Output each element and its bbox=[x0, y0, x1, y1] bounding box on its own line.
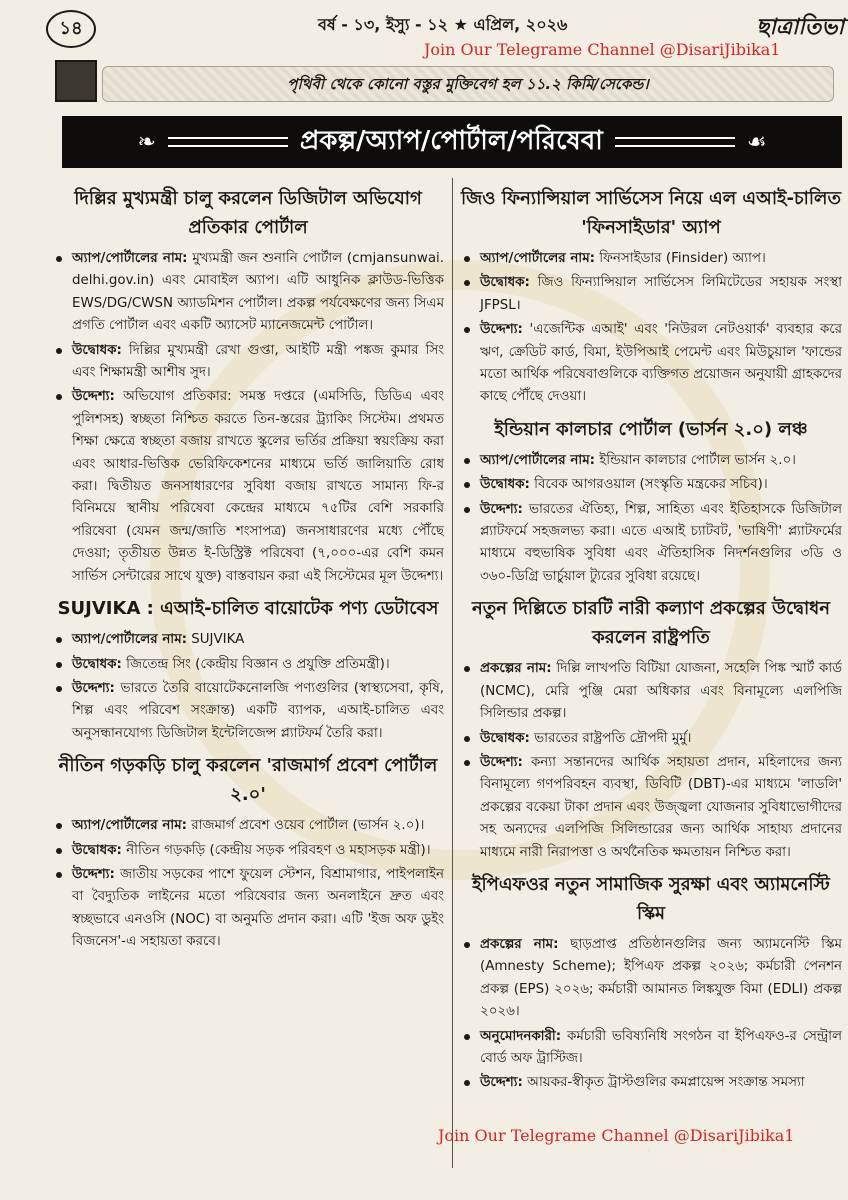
list-item: উদ্বোধক: ভারতের রাষ্ট্রপতি দ্রৌপদী মুর্মু। bbox=[460, 728, 842, 750]
list-item: অ্যাপ/পোর্টালের নাম: মুখ্যমন্ত্রী জন শুনানি পোর্টাল (cmjansunwai. delhi.gov.in) এবং মোবাইল অ্যাপ। এটি আধুনিক ক্লাউড-ভিত্তিক EWS/DG/CWSN অ্যাডমিশন পোর্টাল। প্রকল্প পর্যবেক্ষণের জন্য সিএম প্রগতি পোর্টাল এবং একটি অ্যাসেট ম্যানেজমেন্ট পোর্টাল। bbox=[52, 248, 444, 338]
list-item: উদ্বোধক: জিতেন্দ্র সিং (কেন্দ্রীয় বিজ্ঞান ও প্রযুক্তি প্রতিমন্ত্রী)। bbox=[52, 654, 444, 676]
article-finsider bbox=[460, 184, 842, 409]
banner-title: প্রকল্প/অ্যাপ/পোর্টাল/পরিষেবা bbox=[299, 126, 603, 156]
section-banner bbox=[62, 116, 842, 168]
article-culture-portal bbox=[460, 415, 842, 588]
article-heading: নতুন দিল্লিতে চারটি নারী কল্যাণ প্রকল্পের উদ্বোধন করলেন রাষ্ট্রপতি bbox=[471, 598, 831, 649]
list-item: অনুমোদনকারী: কর্মচারী ভবিষ্যনিধি সংগঠন বা ইপিএফও-র সেন্ট্রাল বোর্ড অফ ট্রাস্টিজ। bbox=[460, 1026, 842, 1071]
list-item: প্রকল্পের নাম: দিল্লি লাখপতি বিটিয়া যোজনা, সহেলি পিঙ্ক স্মার্ট কার্ড (NCMC), মেরি পুঞ্জি মেরা অধিকার এবং বিনামূল্যে এলপিজি সিলিন্ডার প্রকল্প। bbox=[460, 658, 842, 725]
list-item: উদ্দেশ্য: অভিযোগ প্রতিকার: সমস্ত দপ্তরে (এমসিডি, ডিডিএ এবং পুলিশসহ) স্বচ্ছতা নিশ্চিত করতে তিন-স্তরের ট্র্যাকিং সিস্টেম। প্রথমত শিক্ষা ক্ষেত্রে স্বচ্ছতা বজায় রাখতে স্কুলের ভর্তির প্রক্রিয়া স্বয়ংক্রিয় করা এবং আধার-ভিত্তিক ভেরিফিকেশনের মাধ্যমে ভর্তি জালিয়াতি রোধ করা। দ্বিতীয়ত জনসাধারণের সুবিধা বজায় রাখতে সামান্য ফি-র বিনিময়ে স্থানীয় পরিষেবা কেন্দ্রের মাধ্যমে ৭৫টির বেশি সরকারি পরিষেবা (যেমন জন্ম/জাতি শংসাপত্র) জনসাধারণের মধ্যে পৌঁছে দেওয়া; তৃতীয়ত উন্নত ই-ডিস্ট্রিক্ট পরিষেবা (৭,০০০-এর বেশি কমন সার্ভিস সেন্টারের সাথে যুক্ত) বাস্তবায়ন করা এই সিস্টেমের মূল উদ্দেশ্য। bbox=[52, 386, 444, 588]
list-item: উদ্বোধক: নীতিন গড়কড়ি (কেন্দ্রীয় সড়ক পরিবহণ ও মহাসড়ক মন্ত্রী)। bbox=[52, 840, 444, 862]
list-item: উদ্দেশ্য: ভারতে তৈরি বায়োটেকনোলজি পণ্যগুলির (স্বাস্থ্যসেবা, কৃষি, শিল্প এবং পরিবেশ সংক্রান্ত) একটি ব্যাপক, এআই-চালিত এবং অনুসন্ধানযোগ্য ডিজিটাল ইন্টেলিজেন্স প্ল্যাটফর্ম তৈরি করা। bbox=[52, 678, 444, 745]
list-item: উদ্বোধক: জিও ফিন্যান্সিয়াল সার্ভিসেস লিমিটেডের সহায়ক সংস্থা JFPSL। bbox=[460, 272, 842, 317]
issue-line: বর্ষ - ১৩, ইস্যু - ১২ ★ এপ্রিল, ২০২৬ bbox=[318, 15, 568, 34]
rule-left bbox=[168, 137, 288, 147]
telegram-link-top[interactable]: Join Our Telegrame Channel @DisariJibika1 bbox=[424, 40, 781, 59]
list-item: উদ্দেশ্য: ভারতের ঐতিহ্য, শিল্প, সাহিত্য এবং ইতিহাসকে ডিজিটাল প্ল্যাটফর্মে সহজলভ্য করা। এতে এআই চ্যাটবট, 'ভাষিণী' প্ল্যাটফর্মের মাধ্যমে বহুভাষিক সুবিধা এবং ঐতিহাসিক নিদর্শনগুলির ৩ডি ও ৩৬০-ডিগ্রি ভার্চুয়াল ট্যুরের সুবিধা রয়েছে। bbox=[460, 499, 842, 589]
article-epfo bbox=[460, 870, 842, 1095]
left-column bbox=[52, 178, 444, 1170]
list-item: প্রকল্পের নাম: ছাড়প্রাপ্ত প্রতিষ্ঠানগুলির জন্য অ্যামনেস্টি স্কিম (Amnesty Scheme); ইপিএফ প্রকল্প ২০২৬; কর্মচারী পেনশন প্রকল্প (EPS) ২০২৬; কর্মচারী আমানত লিঙ্কযুক্ত বিমা (EDLI) প্রকল্প ২০২৬। bbox=[460, 934, 842, 1024]
telegram-link-bottom[interactable]: Join Our Telegrame Channel @DisariJibika1 bbox=[438, 1126, 795, 1145]
article-heading: জিও ফিন্যান্সিয়াল সার্ভিসেস নিয়ে এল এআই-চালিত 'ফিনসাইডার' অ্যাপ bbox=[461, 188, 841, 238]
list-item: উদ্দেশ্য: 'এজেন্টিক এআই' এবং 'নিউরল নেটওয়ার্ক' ব্যবহার করে ঋণ, ক্রেডিট কার্ড, বিমা, ইউপিআই পেমেন্ট এবং মিউচুয়াল 'ফান্ডের মতো আর্থিক পরিষেবাগুলিকে ব্যক্তিগত প্রয়োজন অনুযায়ী গ্রাহকদের কাছে পৌঁছে দেওয়া। bbox=[460, 319, 842, 409]
list-item: অ্যাপ/পোর্টালের নাম: ফিনসাইডার (Finsider) অ্যাপ। bbox=[460, 248, 842, 270]
article-heading: ইপিএফওর নতুন সামাজিক সুরক্ষা এবং অ্যামনেস্টি স্কিম bbox=[472, 873, 830, 924]
article-rajmarg bbox=[52, 751, 444, 953]
article-women-schemes bbox=[460, 594, 842, 864]
fact-box: পৃথিবী থেকে কোনো বস্তুর মুক্তিবেগ হল ১১.২ কিমি/সেকেন্ড। bbox=[102, 66, 834, 102]
brand-logo: ছাত্রাতিভা bbox=[756, 15, 844, 40]
list-item: অ্যাপ/পোর্টালের নাম: রাজমার্গ প্রবেশ ওয়েব পোর্টাল (ভার্সন ২.০)। bbox=[52, 815, 444, 837]
ornament-left: ❧ bbox=[137, 129, 156, 155]
list-item: উদ্দেশ্য: কন্যা সন্তানদের আর্থিক সহায়তা প্রদান, মহিলাদের জন্য বিনামূল্যে গণপরিবহন ব্যবস্থা, ডিবিটি (DBT)-এর মাধ্যমে 'লাডলি' প্রকল্পের বকেয়া টাকা প্রদান এবং উজ্জ্বলা যোজনার সুবিধাভোগীদের সহ অন্যদের এলপিজি সিলিন্ডারের জন্য আর্থিক সাহায্য প্রদানের মাধ্যমে নারী নিরাপত্তা ও অর্থনৈতিক ক্ষমতায়ন নিশ্চিত করা। bbox=[460, 752, 842, 864]
right-column bbox=[460, 178, 842, 1170]
rule-right bbox=[615, 137, 735, 147]
list-item: উদ্বোধক: বিবেক আগরওয়াল (সংস্কৃতি মন্ত্রকের সচিব)। bbox=[460, 474, 842, 496]
page-number: ১৪ bbox=[46, 10, 96, 48]
article-sujvika bbox=[52, 594, 444, 745]
list-item: উদ্দেশ্য: জাতীয় সড়কের পাশে ফুয়েল স্টেশন, বিশ্রামাগার, পাইপলাইন বা বৈদ্যুতিক লাইনের মতো পরিষেবার জন্য অনলাইনে দ্রুত এবং স্বচ্ছভাবে এনওসি (NOC) বা অনুমতি প্রদান করা। এটি 'ইজ অফ ডুইং বিজনেস'-এ সহায়তা করবে। bbox=[52, 864, 444, 954]
ornament-right: ☙ bbox=[746, 129, 767, 155]
article-heading: দিল্লির মুখ্যমন্ত্রী চালু করলেন ডিজিটাল অভিযোগ প্রতিকার পোর্টাল bbox=[74, 188, 422, 238]
list-item: অ্যাপ/পোর্টালের নাম: ইন্ডিয়ান কালচার পোর্টাল ভার্সন ২.০। bbox=[460, 450, 842, 472]
column-divider bbox=[452, 178, 453, 1168]
list-item: অ্যাপ/পোর্টালের নাম: SUJVIKA bbox=[52, 629, 444, 651]
article-heading: SUJVIKA : এআই-চালিত বায়োটেক পণ্য ডেটাবেস bbox=[57, 598, 439, 620]
list-item: উদ্বোধক: দিল্লির মুখ্যমন্ত্রী রেখা গুপ্তা, আইটি মন্ত্রী পঙ্কজ কুমার সিং এবং শিক্ষামন্ত্রী আশীষ সুদ। bbox=[52, 340, 444, 385]
article-heading: ইন্ডিয়ান কালচার পোর্টাল (ভার্সন ২.০) লঞ্চ bbox=[494, 418, 808, 440]
article-delhi-portal bbox=[52, 184, 444, 588]
stamp-image bbox=[55, 60, 97, 102]
article-heading: নীতিন গড়কড়ি চালু করলেন 'রাজমার্গ প্রবেশ পোর্টাল ২.০' bbox=[58, 755, 438, 806]
list-item: উদ্দেশ্য: আয়কর-স্বীকৃত ট্রাস্টগুলির কমপ্লায়েন্স সংক্রান্ত সমস্যা bbox=[460, 1072, 842, 1094]
